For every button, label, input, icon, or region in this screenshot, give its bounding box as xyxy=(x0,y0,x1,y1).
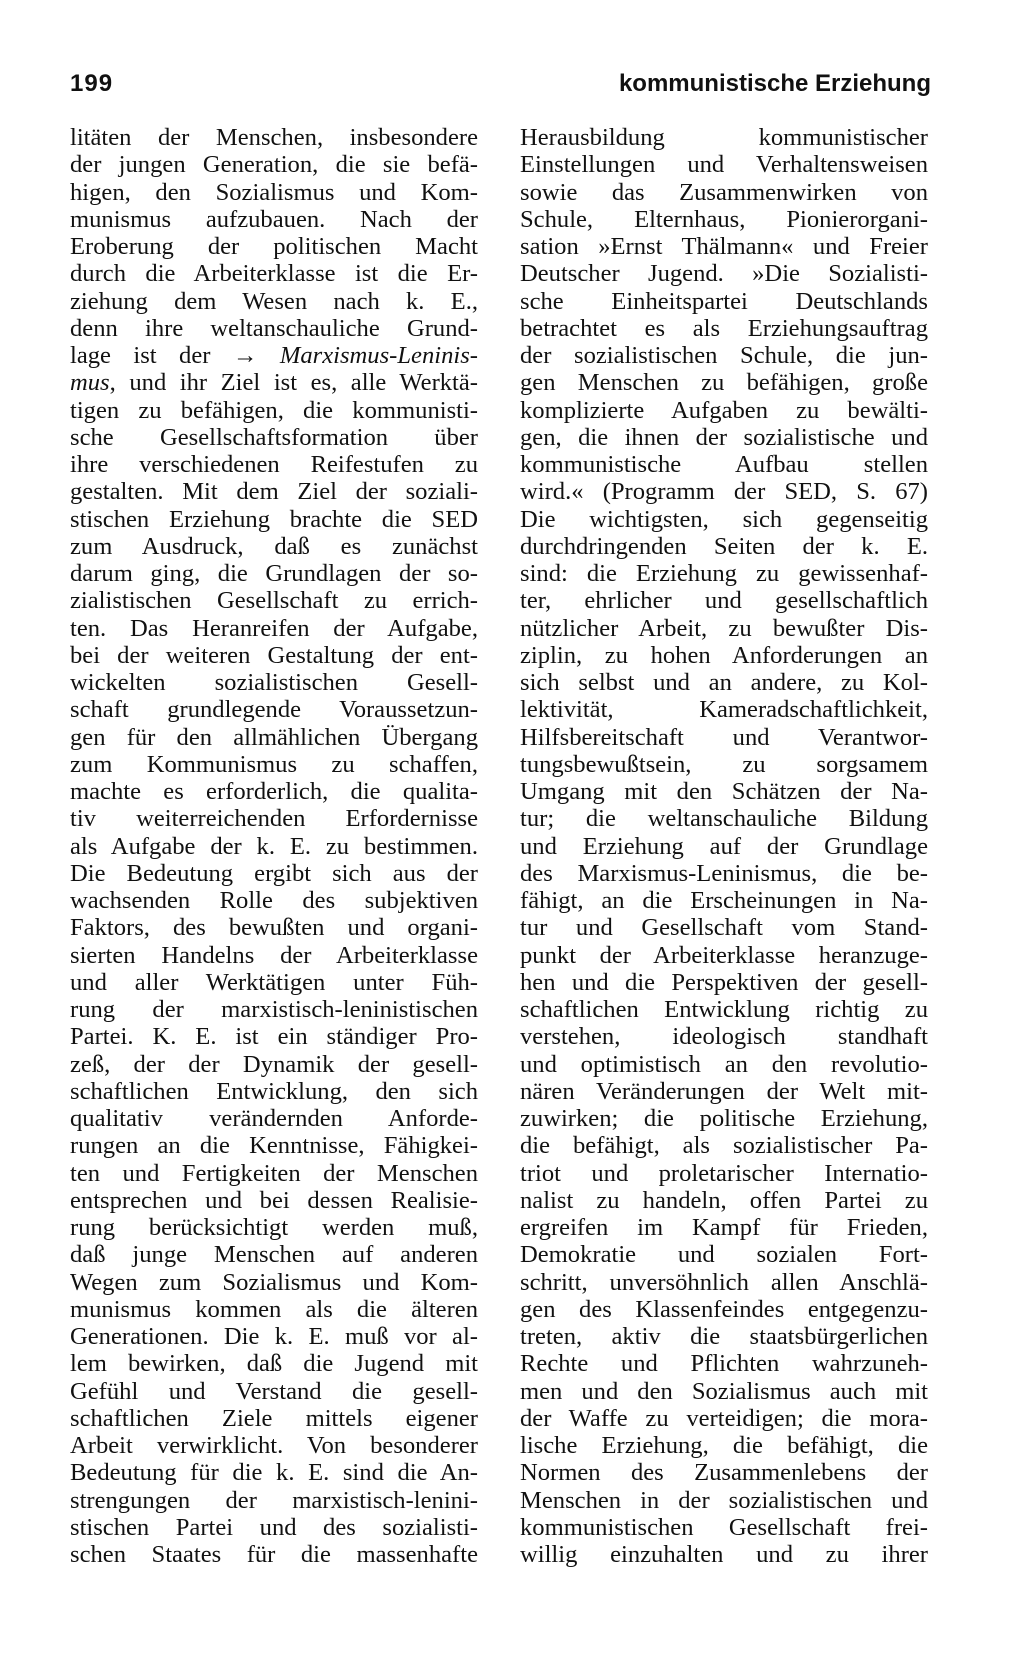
text-line: und aller Werktätigen unter Füh- xyxy=(70,968,478,996)
text-line: higen, den Sozialismus und Kom- xyxy=(70,178,478,206)
running-head: kommunistische Erziehung xyxy=(618,70,931,97)
cross-reference-arrow-icon: → xyxy=(232,342,258,369)
text-line: triot und proletarischer Internatio- xyxy=(520,1159,928,1187)
text-line: die befähigt, als sozialistischer Pa- xyxy=(520,1132,928,1160)
text-line: men und den Sozialismus auch mit xyxy=(520,1377,928,1405)
text-line: zum Kommunismus zu schaffen, xyxy=(70,750,478,778)
text-line: Deutscher Jugend. »Die Sozialisti- xyxy=(520,260,928,288)
text-line: der Waffe zu verteidigen; die mora- xyxy=(520,1404,928,1432)
text-line: gen, die ihnen der sozialistische und xyxy=(520,423,928,451)
text-line: kommunistischen Gesellschaft frei- xyxy=(520,1513,928,1541)
text-line: ihre verschiedenen Reifestufen zu xyxy=(70,451,478,478)
cross-reference-term: mus xyxy=(70,369,110,397)
text-line: ten. Das Heranreifen der Aufgabe, xyxy=(70,614,478,642)
page-header xyxy=(70,70,931,110)
line-text: , und ihr Ziel ist es, alle Werktä- xyxy=(109,369,478,397)
text-line: Rechte und Pflichten wahrzuneh- xyxy=(520,1350,928,1378)
text-line: schaftlichen Ziele mittels eigener xyxy=(70,1404,478,1432)
text-line: rungen an die Kenntnisse, Fähigkei- xyxy=(70,1132,478,1160)
line-text: lage ist der xyxy=(70,342,211,369)
text-line: tungsbewußtsein, zu sorgsamem xyxy=(520,750,928,778)
text-line: nützlicher Arbeit, zu bewußter Dis- xyxy=(520,614,928,642)
text-line: zialistischen Gesellschaft zu errich- xyxy=(70,587,478,615)
left-text-column xyxy=(70,124,478,1568)
text-line: schen Staates für die massenhafte xyxy=(70,1541,478,1568)
text-line: daß junge Menschen auf anderen xyxy=(70,1241,478,1269)
text-line: Die wichtigsten, sich gegenseitig xyxy=(520,505,928,533)
text-line: strengungen der marxistisch-lenini- xyxy=(70,1486,478,1514)
text-line: Einstellungen und Verhaltensweisen xyxy=(520,151,928,179)
text-line: denn ihre weltanschauliche Grund- xyxy=(70,314,478,342)
page-number: 199 xyxy=(70,70,114,97)
text-line: Arbeit verwirklicht. Von besonderer xyxy=(70,1432,478,1459)
text-line: Eroberung der politischen Macht xyxy=(70,233,478,260)
text-line: sation »Ernst Thälmann« und Freier xyxy=(520,233,928,260)
text-line: machte es erforderlich, die qualita- xyxy=(70,778,478,805)
text-line xyxy=(70,369,478,396)
text-line: schaftlichen Entwicklung richtig zu xyxy=(520,996,928,1023)
text-line: komplizierte Aufgaben zu bewälti- xyxy=(520,396,928,424)
text-line: sowie das Zusammenwirken von xyxy=(520,178,928,206)
text-line: stischen Erziehung brachte die SED xyxy=(70,505,478,533)
text-line: Die Bedeutung ergibt sich aus der xyxy=(70,859,478,887)
right-text-column xyxy=(520,124,928,1568)
text-line: ter, ehrlicher und gesellschaftlich xyxy=(520,587,928,615)
cross-reference-term: Marxismus-Leninis- xyxy=(279,342,478,369)
text-line: zeß, der der Dynamik der gesell- xyxy=(70,1050,478,1078)
text-line: Menschen in der sozialistischen und xyxy=(520,1486,928,1514)
text-line xyxy=(70,342,478,369)
text-line: durch die Arbeiterklasse ist die Er- xyxy=(70,260,478,288)
text-line: betrachtet es als Erziehungsauftrag xyxy=(520,314,928,342)
text-line: durchdringenden Seiten der k. E. xyxy=(520,532,928,560)
text-line: sind: die Erziehung zu gewissenhaf- xyxy=(520,560,928,587)
text-line: wird.« (Programm der SED, S. 67) xyxy=(520,478,928,506)
text-line: gen für den allmählichen Übergang xyxy=(70,723,478,751)
text-line: schaft grundlegende Voraussetzun- xyxy=(70,696,478,724)
text-line: rung der marxistisch-leninistischen xyxy=(70,996,478,1023)
text-line: sche Einheitspartei Deutschlands xyxy=(520,287,928,315)
text-line: ziehung dem Wesen nach k. E., xyxy=(70,287,478,315)
text-line: ergreifen im Kampf für Frieden, xyxy=(520,1214,928,1241)
text-line: tigen zu befähigen, die kommunisti- xyxy=(70,396,478,424)
text-line: ziplin, zu hohen Anforderungen an xyxy=(520,641,928,669)
text-line: Demokratie und sozialen Fort- xyxy=(520,1241,928,1269)
text-line: munismus kommen als die älteren xyxy=(70,1295,478,1323)
text-line: wachsenden Rolle des subjektiven xyxy=(70,887,478,914)
text-line: rung berücksichtigt werden muß, xyxy=(70,1214,478,1241)
text-line: qualitativ verändernden Anforde- xyxy=(70,1105,478,1132)
text-line: als Aufgabe der k. E. zu bestimmen. xyxy=(70,832,478,860)
text-line: entsprechen und bei dessen Realisie- xyxy=(70,1186,478,1214)
text-line: Generationen. Die k. E. muß vor al- xyxy=(70,1323,478,1350)
text-line: treten, aktiv die staatsbürgerlichen xyxy=(520,1323,928,1350)
text-line: gen Menschen zu befähigen, große xyxy=(520,369,928,397)
text-line: fähigt, an die Erscheinungen in Na- xyxy=(520,887,928,914)
text-line: Hilfsbereitschaft und Verantwor- xyxy=(520,723,928,751)
text-line: Faktors, des bewußten und organi- xyxy=(70,914,478,942)
text-line: hen und die Perspektiven der gesell- xyxy=(520,968,928,996)
text-line: der jungen Generation, die sie befä- xyxy=(70,151,478,179)
text-line: sierten Handelns der Arbeiterklasse xyxy=(70,941,478,969)
text-line: Umgang mit den Schätzen der Na- xyxy=(520,778,928,805)
text-line: lische Erziehung, die befähigt, die xyxy=(520,1432,928,1459)
text-line: lem bewirken, daß die Jugend mit xyxy=(70,1350,478,1378)
text-line: verstehen, ideologisch standhaft xyxy=(520,1023,928,1051)
text-line: nären Veränderungen der Welt mit- xyxy=(520,1077,928,1105)
text-line: zum Ausdruck, daß es zunächst xyxy=(70,532,478,560)
text-line: wickelten sozialistischen Gesell- xyxy=(70,669,478,696)
text-line: schritt, unversöhnlich allen Anschlä- xyxy=(520,1268,928,1296)
text-line: Wegen zum Sozialismus und Kom- xyxy=(70,1268,478,1296)
text-line: nalist zu handeln, offen Partei zu xyxy=(520,1186,928,1214)
text-line: kommunistische Aufbau stellen xyxy=(520,451,928,478)
text-line: Schule, Elternhaus, Pionierorgani- xyxy=(520,205,928,233)
text-line: tiv weiterreichenden Erfordernisse xyxy=(70,805,478,833)
text-line: ten und Fertigkeiten der Menschen xyxy=(70,1159,478,1187)
text-line: litäten der Menschen, insbesondere xyxy=(70,124,478,151)
text-line: und optimistisch an den revolutio- xyxy=(520,1050,928,1078)
text-line: Herausbildung kommunistischer xyxy=(520,124,928,151)
text-line: darum ging, die Grundlagen der so- xyxy=(70,560,478,587)
text-line: sche Gesellschaftsformation über xyxy=(70,423,478,451)
text-line: und Erziehung auf der Grundlage xyxy=(520,832,928,860)
text-line: lektivität, Kameradschaftlichkeit, xyxy=(520,696,928,724)
text-line: Partei. K. E. ist ein ständiger Pro- xyxy=(70,1023,478,1051)
text-line: Bedeutung für die k. E. sind die An- xyxy=(70,1459,478,1487)
text-line: des Marxismus-Leninismus, die be- xyxy=(520,859,928,887)
text-line: punkt der Arbeiterklasse heranzuge- xyxy=(520,941,928,969)
text-line: tur; die weltanschauliche Bildung xyxy=(520,805,928,833)
text-line: gen des Klassenfeindes entgegenzu- xyxy=(520,1295,928,1323)
text-line: munismus aufzubauen. Nach der xyxy=(70,205,478,233)
text-line: sich selbst und an andere, zu Kol- xyxy=(520,669,928,696)
text-line: gestalten. Mit dem Ziel der soziali- xyxy=(70,478,478,506)
text-line: Gefühl und Verstand die gesell- xyxy=(70,1377,478,1405)
text-line: schaftlichen Entwicklung, den sich xyxy=(70,1077,478,1105)
text-line: Normen des Zusammenlebens der xyxy=(520,1459,928,1487)
text-line: bei der weiteren Gestaltung der ent- xyxy=(70,641,478,669)
text-line: stischen Partei und des sozialisti- xyxy=(70,1513,478,1541)
text-line: willig einzuhalten und zu ihrer xyxy=(520,1541,928,1568)
text-line: tur und Gesellschaft vom Stand- xyxy=(520,914,928,942)
text-line: zuwirken; die politische Erziehung, xyxy=(520,1105,928,1132)
text-line: der sozialistischen Schule, die jun- xyxy=(520,342,928,369)
